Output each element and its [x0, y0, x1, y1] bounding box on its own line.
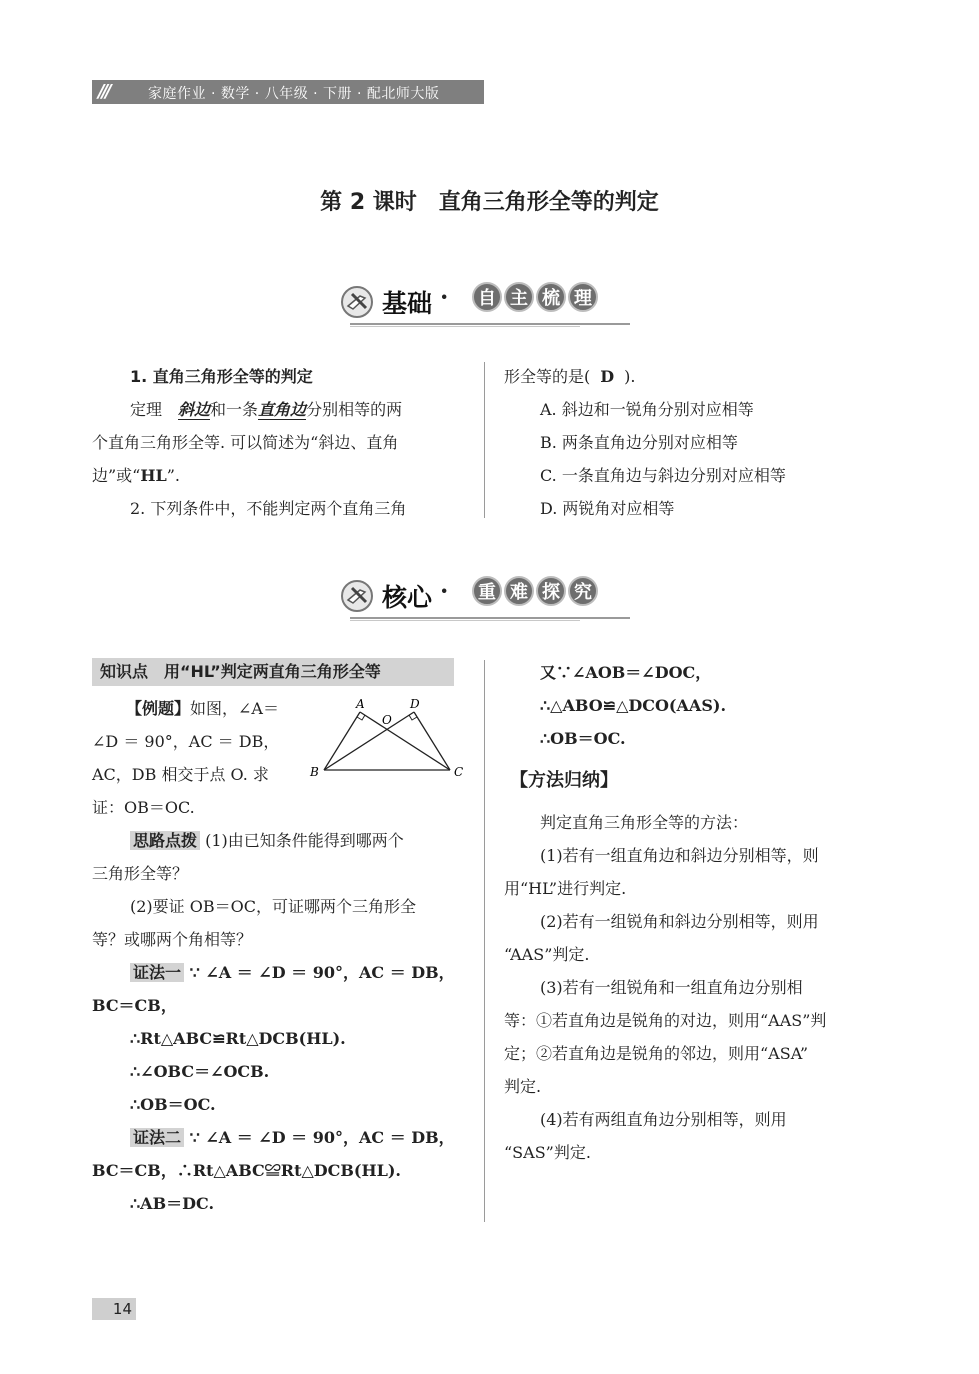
label-o: O: [382, 713, 392, 727]
option-b: B. 两条直角边分别对应相等: [540, 433, 738, 452]
option-a: A. 斜边和一锐角分别对应相等: [540, 400, 754, 419]
proof-2-tag: 证法二: [130, 1128, 184, 1147]
triangle-figure: [306, 694, 466, 782]
pencil-paper-icon: [340, 578, 374, 612]
example-line-1: [126, 692, 279, 725]
proof-2-right-line-3: ∴OB＝OC.: [540, 729, 626, 748]
text: 边”或“: [92, 466, 141, 485]
proof-1-line-2: BC＝CB，: [92, 996, 177, 1015]
banner-underline-thin: [350, 326, 580, 327]
banner-underline: [350, 617, 630, 619]
column-divider: [484, 362, 485, 518]
text: 形全等的是(: [504, 367, 591, 386]
segment-db: [324, 712, 414, 770]
proof-1-line-3: ∴Rt△ABC≌Rt△DCB(HL).: [130, 1029, 346, 1048]
label-d: D: [410, 697, 420, 711]
question-1-title: 1. 直角三角形全等的判定: [130, 367, 313, 386]
proof-2-right-line-1: 又∵∠AOB＝∠DOC，: [540, 663, 712, 682]
question-2-line-1: 2. 下列条件中，不能判定两个直角三角: [130, 499, 407, 518]
example-line-3: AC，DB 相交于点 O. 求: [92, 765, 269, 784]
running-header: [92, 80, 484, 104]
hint-tag: 思路点拨: [130, 831, 200, 850]
banner-main-text: 核心: [382, 583, 433, 612]
segment-ac: [360, 712, 450, 770]
method-line: “SAS”判定.: [504, 1143, 591, 1162]
method-line: 定；②若直角边是锐角的邻边，则用“ASA”: [504, 1044, 809, 1063]
banner-char: 重: [472, 576, 502, 606]
column-divider: [484, 660, 485, 1222]
method-line: (2)若有一组锐角和斜边分别相等，则用: [540, 912, 819, 931]
section-banner-basics: [336, 276, 636, 332]
proof-1-line-1: [130, 956, 455, 989]
example-tag: 【例题】: [126, 699, 191, 718]
banner-char: 探: [536, 576, 566, 606]
section-banner-core: [336, 570, 636, 626]
answer-choice: D: [600, 367, 615, 386]
header-slashes: ///: [98, 81, 109, 102]
hint-line-2: 三角形全等？: [92, 864, 189, 883]
banner-main-text: 基础: [382, 289, 433, 318]
knowledge-point-heading: 知识点 用“HL”判定两直角三角形全等: [92, 658, 454, 686]
banner-dot: ·: [440, 282, 449, 311]
label-a: A: [356, 697, 365, 711]
banner-char: 主: [504, 282, 534, 312]
method-line: 判定.: [504, 1077, 542, 1096]
example-line-4: 证：OB＝OC.: [92, 798, 195, 817]
method-line: 用“HL”进行判定.: [504, 879, 627, 898]
label-b: B: [310, 765, 319, 779]
proof-2-line-2: BC＝CB，∴Rt△ABC≌Rt△DCB(HL).: [92, 1161, 401, 1180]
banner-circle-chars: [472, 282, 598, 312]
question-1-line-2: 个直角三角形全等. 可以简述为“斜边、直角: [92, 433, 399, 452]
banner-char: 自: [472, 282, 502, 312]
question-1-line-3: [92, 459, 180, 492]
banner-char: 理: [568, 282, 598, 312]
banner-char: 难: [504, 576, 534, 606]
example-line-2: ∠D ＝ 90°，AC ＝ DB，: [92, 732, 280, 751]
proof-1-line-5: ∴OB＝OC.: [130, 1095, 216, 1114]
proof-1-tag: 证法一: [130, 963, 184, 982]
hint-line-1: [130, 824, 404, 857]
text: 如图，∠A＝: [190, 699, 279, 718]
text: ∵ ∠A ＝ ∠D ＝ 90°，AC ＝ DB，: [189, 1128, 455, 1147]
proof-1-line-4: ∴∠OBC＝∠OCB.: [130, 1062, 270, 1081]
lesson-title: 第 2 课时 直角三角形全等的判定: [320, 190, 659, 215]
banner-char: 梳: [536, 282, 566, 312]
answer-blank-2: 直角边: [258, 400, 307, 419]
banner-circle-chars: [472, 576, 598, 606]
method-summary-title: 【方法归纳】: [510, 770, 618, 791]
label-c: C: [454, 765, 464, 779]
text: (1)由已知条件能得到哪两个: [205, 831, 404, 850]
proof-2-right-line-2: ∴△ABO≌△DCO(AAS).: [540, 696, 727, 715]
option-c: C. 一条直角边与斜边分别对应相等: [540, 466, 786, 485]
question-1-line-1: [130, 393, 402, 426]
text: ).: [624, 367, 636, 386]
text: ”.: [166, 466, 181, 485]
pencil-paper-icon: [340, 284, 374, 318]
method-line: (4)若有两组直角边分别相等，则用: [540, 1110, 787, 1129]
method-line: (1)若有一组直角边和斜边分别相等，则: [540, 846, 819, 865]
answer-blank-1: 斜边: [178, 400, 211, 419]
header-text: 家庭作业 · 数学 · 八年级 · 下册 · 配北师大版: [148, 86, 440, 102]
banner-dot: ·: [440, 576, 449, 605]
segment-cd: [414, 712, 450, 770]
banner-char: 究: [568, 576, 598, 606]
banner-underline: [350, 323, 630, 325]
option-d: D. 两锐角对应相等: [540, 499, 675, 518]
text: 定理: [130, 400, 179, 419]
method-line: “AAS”判定.: [504, 945, 590, 964]
proof-2-line-1: [130, 1121, 455, 1154]
proof-2-line-3: ∴AB＝DC.: [130, 1194, 215, 1213]
method-line: (3)若有一组锐角和一组直角边分别相: [540, 978, 803, 997]
segment-ba: [324, 712, 360, 770]
banner-underline-thin: [350, 620, 580, 621]
method-line: 判定直角三角形全等的方法：: [540, 813, 749, 832]
hint-line-4: 等？或哪两个角相等？: [92, 930, 253, 949]
page-number: 14: [92, 1298, 136, 1320]
text: 和一条: [210, 400, 259, 419]
hint-line-3: (2)要证 OB＝OC，可证哪两个三角形全: [130, 897, 416, 916]
method-line: 等：①若直角边是锐角的对边，则用“AAS”判: [504, 1011, 827, 1030]
question-2-line-2: [504, 360, 635, 393]
answer-blank-3: HL: [140, 466, 167, 485]
text: 分别相等的两: [306, 400, 403, 419]
text: ∵ ∠A ＝ ∠D ＝ 90°，AC ＝ DB，: [189, 963, 455, 982]
